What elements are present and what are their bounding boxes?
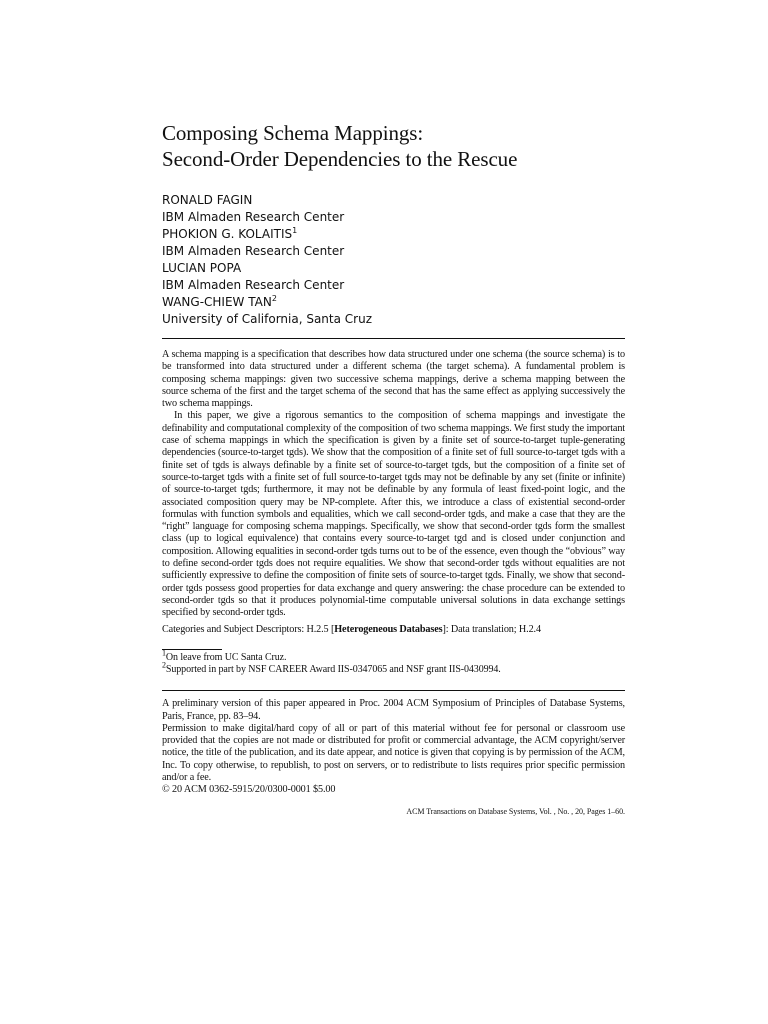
- permission-block: [162, 698, 625, 796]
- author-block: [162, 192, 625, 328]
- abstract-paragraph-2: In this paper, we give a rigorous semantics to the composition of schema mappings and investigate the definability and computational complexity of the composition of two schema mappings. We first study the important case of schema mappings in which the specification is given by a finite set of source-to-target tuple-generating dependencies (source-to-target tgds). We show that the composition of a finite set of full source-to-target tgds with a finite set of tgds is always definable by a finite set of source-to-target tgds, but the composition of a finite set of source-to-target tgds with a finite set of full source-to-target tgds may not be definable by any set (finite or infinite) of source-to-target tgds; furthermore, it may not be definable by any formula of least fixed-point logic, and the associated composition query may be NP-complete. After this, we introduce a class of existential second-order formulas with function symbols and equalities, which we call second-order tgds, and make a case that they are the “right” language for composing schema mappings. Specifically, we show that second-order tgds form the smallest class (up to logical equivalence) that contains every source-to-target tgd and is closed under conjunction and composition. Allowing equalities in second-order tgds turns out to be of the essence, even though the “obvious” way to define second-order tgds does not require equalities. We show that second-order tgds without equalities are not sufficiently expressive to define the composition of finite sets of source-to-target tgds. Finally, we show that second-order tgds possess good properties for data exchange and query answering: the chase procedure can be extended to second-order tgds so that it produces polynomial-time computable universal solutions in data exchange settings specified by second-order tgds.: [162, 410, 625, 619]
- author-affiliation: IBM Almaden Research Center: [162, 244, 345, 258]
- header-divider: [162, 338, 625, 339]
- footnote-divider: [162, 649, 222, 650]
- author-affiliation: University of California, Santa Cruz: [162, 312, 373, 326]
- abstract: [162, 349, 625, 620]
- footnote-2: $^2$Supported in part by NSF CAREER Award IIS-0347065 and NSF grant IIS-0430994.: [162, 660, 501, 676]
- copyright-line: © 20 ACM 0362-5915/20/0300-0001 $5.00: [162, 784, 336, 796]
- footnote-1: $^1$On leave from UC Santa Cruz.: [162, 648, 287, 663]
- categories-descriptors: Categories and Subject Descriptors: H.2.5 [Heterogeneous Databases]: Data translation; H.2.4: [162, 623, 541, 635]
- abstract-paragraph-1: A schema mapping is a specification that describes how data structured under one schema (the source schema) is to be transformed into data structured under a different schema (the target schema). A fundamental problem is composing schema mappings: given two successive schema mappings, derive a schema mapping between the source schema of the first and the target schema of the second that has the same effect as applying successively the two schema mappings.: [162, 349, 625, 410]
- author-name: RONALD FAGIN: [162, 193, 253, 207]
- author-name: LUCIAN POPA: [162, 261, 242, 275]
- journal-footer: ACM Transactions on Database Systems, Vol. , No. , 20, Pages 1–60.: [406, 806, 625, 816]
- paper-page: [162, 120, 625, 817]
- paper-title: [162, 120, 625, 172]
- preliminary-version-note: A preliminary version of this paper appeared in Proc. 2004 ACM Symposium of Principles of Database Systems, Paris, France, pp. 83–94.: [162, 698, 625, 722]
- author-affiliation: IBM Almaden Research Center: [162, 210, 345, 224]
- permission-notice: Permission to make digital/hard copy of all or part of this material without fee for personal or classroom use provided that the copies are not made or distributed for profit or commercial advantage, the ACM copyright/server notice, the title of the publication, and its date appear, and notice is given that copying is by permission of the ACM, Inc. To copy otherwise, to republish, to post on servers, or to redistribute to lists requires prior specific permission and/or a fee.: [162, 722, 625, 784]
- categories-bold: Heterogeneous Databases: [334, 623, 443, 635]
- author-affiliation: IBM Almaden Research Center: [162, 278, 345, 292]
- author-name: WANG-CHIEW TAN$^2$: [162, 294, 277, 309]
- title-line-2: Second-Order Dependencies to the Rescue: [162, 147, 518, 171]
- footnotes: [162, 648, 625, 676]
- title-line-1: Composing Schema Mappings:: [162, 121, 424, 145]
- author-name: PHOKION G. KOLAITIS$^1$: [162, 226, 298, 241]
- permission-divider: [162, 690, 625, 691]
